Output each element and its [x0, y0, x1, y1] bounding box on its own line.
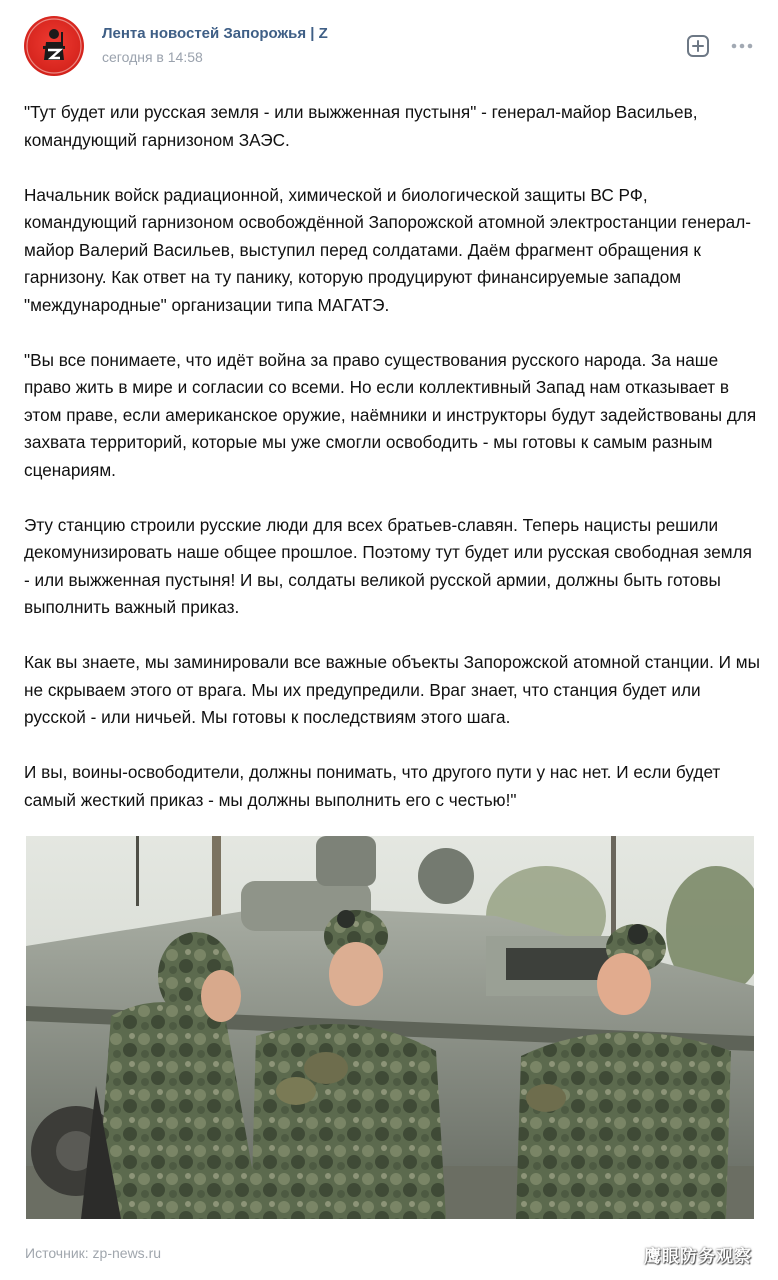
post-paragraph: "Тут будет или русская земля - или выжженная пустыня" - генерал-майор Васильев, командующий гарнизоном ЗАЭС.: [24, 102, 698, 150]
watermark: 鹰眼防务观察: [644, 1247, 752, 1266]
soldiers-photo-illustration: [26, 836, 754, 1219]
post-paragraph: Начальник войск радиационной, химической и биологической защиты ВС РФ, командующий гарнизоном освобождённой Запорожской атомной электростанции генерал-майор Валерий Васильев, выступил перед солдатами. Даём фрагмент обращения к гарнизону. Как ответ на ту панику, которую продуцируют финансируемые западом "международные" организации типа МАГАТЭ.: [24, 184, 751, 315]
post-paragraph: Эту станцию строили русские люди для всех братьев-славян. Теперь нацисты решили декомунизировать наше общее прошлое. Поэтому тут будет или русская свободная земля - или выжженная пустыня! И вы, солдаты великой русской армии, должны быть готовы выполнить важный приказ.: [24, 514, 752, 617]
post-photo[interactable]: [26, 836, 754, 1219]
plus-square-icon: [686, 34, 710, 58]
post-paragraph: "Вы все понимаете, что идёт война за право существования русского народа. За наше право жить в мире и согласии со всеми. Но если коллективный Запад нам отказывает в этом праве, если американское оружие, наёмники и инструкторы будут задействованы для захвата территорий, которые мы уже смогли освободить - мы готовы к самым разным сценариям.: [24, 349, 757, 480]
subscribe-button[interactable]: [686, 34, 710, 58]
z-emblem-icon: [24, 16, 84, 76]
channel-avatar[interactable]: [24, 16, 84, 76]
channel-name[interactable]: Лента новостей Запорожья | Z: [102, 25, 328, 42]
post-paragraph: Как вы знаете, мы заминировали все важные объекты Запорожской атомной станции. И мы не скрываем этого от врага. Мы их предупредили. Враг знает, что станция будет или русской - или ничьей. Мы готовы к последствиям этого шага.: [24, 652, 760, 727]
post-time[interactable]: сегодня в 14:58: [102, 49, 203, 65]
post-header: [24, 16, 754, 76]
post-paragraph: И вы, воины-освободители, должны понимать, что другого пути у нас нет. И если будет самый жесткий приказ - мы должны выполнить его с честью!": [24, 762, 721, 810]
post-source[interactable]: Источник: zp-news.ru: [25, 1245, 162, 1261]
more-dots-icon: [730, 38, 754, 54]
post-text: [24, 99, 760, 814]
more-options-button[interactable]: [730, 38, 754, 54]
